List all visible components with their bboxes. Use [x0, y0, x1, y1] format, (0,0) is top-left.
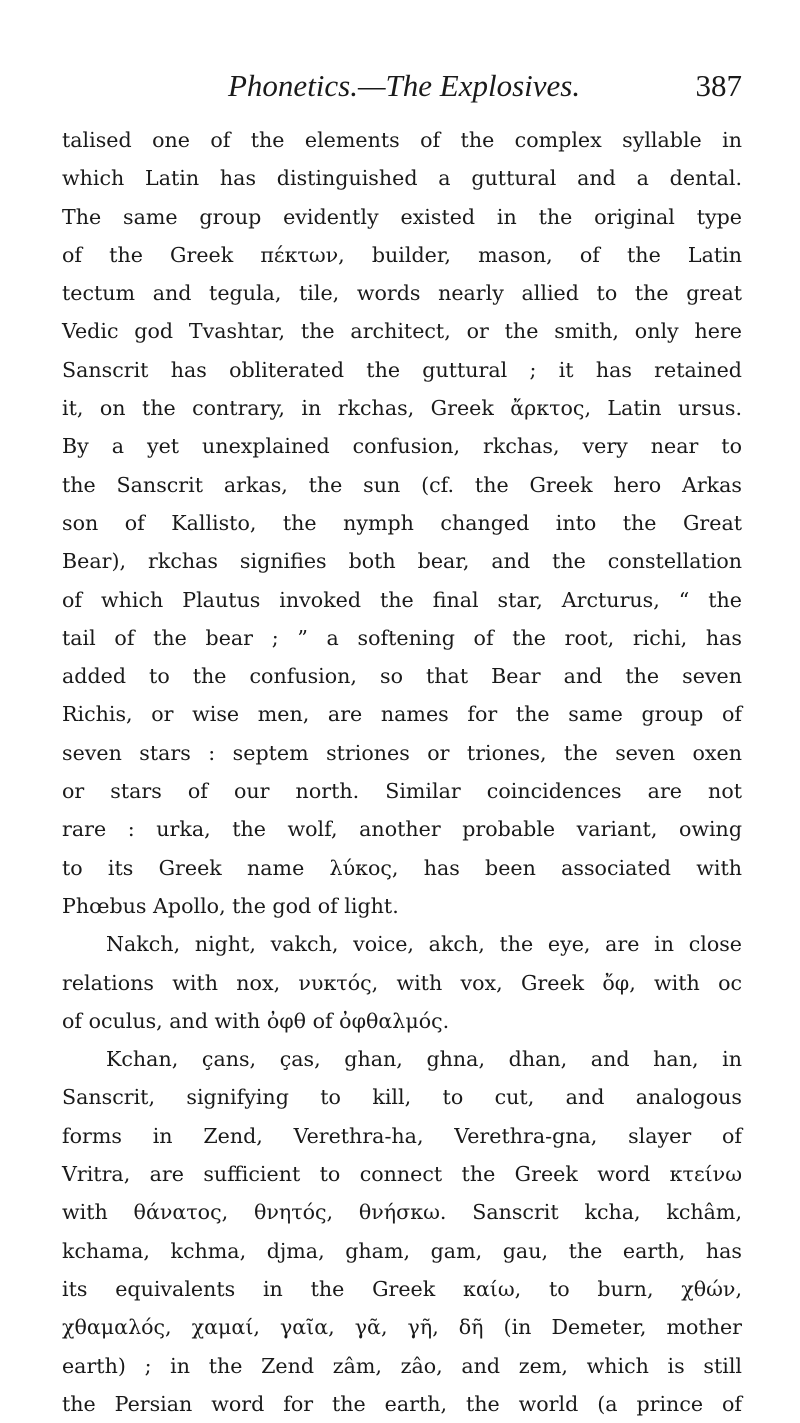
text-line: Richis, or wise men, are names for the same group of [62, 702, 742, 727]
body-text [62, 121, 742, 1423]
text-line: son of Kallisto, the nymph changed into the Great [62, 510, 742, 535]
text-line: Sanscrit, signifying to kill, to cut, and analogous [62, 1085, 742, 1110]
text-line: the Sanscrit arkas, the sun (cf. the Greek hero Arkas [62, 472, 742, 497]
text-line: Vedic god Tvashtar, the architect, or the smith, only here [62, 319, 742, 344]
text-line: or stars of our north. Similar coincidences are not [62, 779, 742, 804]
running-title: Phonetics.—The Explosives. [228, 68, 581, 103]
text-line: seven stars : septem striones or triones, the seven oxen [62, 740, 742, 765]
text-line: Bear), rkchas signifies both bear, and the constellation [62, 549, 742, 574]
text-line: Kchan, çans, ças, ghan, ghna, dhan, and han, in [106, 1047, 742, 1072]
text-line: Nakch, night, vakch, voice, akch, the eye, are in close [106, 932, 742, 957]
text-line: forms in Zend, Verethra-ha, Verethra-gna, slayer of [62, 1123, 742, 1148]
text-line: tectum and tegula, tile, words nearly allied to the great [62, 281, 742, 306]
text-line: earth) ; in the Zend zâm, zâo, and zem, which is still [62, 1353, 742, 1378]
text-line: it, on the contrary, in rkchas, Greek ἄρκτος, Latin ursus. [62, 396, 742, 421]
text-line: with θάνατος, θνητός, θνήσκω. Sanscrit kcha, kchâm, [62, 1200, 742, 1225]
page-number: 387 [695, 68, 742, 103]
text-line: of which Plautus invoked the final star, Arcturus, “ the [62, 587, 742, 612]
text-line: tail of the bear ; ” a softening of the root, richi, has [62, 625, 742, 650]
text-line: kchama, kchma, djma, gham, gam, gau, the earth, has [62, 1238, 742, 1263]
text-line: added to the confusion, so that Bear and the seven [62, 664, 742, 689]
text-line: of the Greek πέκτων, builder, mason, of the Latin [62, 242, 742, 267]
text-line: Sanscrit has obliterated the guttural ; it has retained [62, 357, 742, 382]
text-line: to its Greek name λύκος, has been associated with [62, 855, 742, 880]
text-line: Phœbus Apollo, the god of light. [62, 893, 399, 918]
text-line: The same group evidently existed in the original type [62, 204, 742, 229]
text-line: rare : urka, the wolf, another probable variant, owing [62, 817, 742, 842]
text-line: χθαμαλός, χαμαί, γαῖα, γᾶ, γῆ, δῆ (in Demeter, mother [62, 1315, 742, 1340]
text-line: the Persian word for the earth, the world (a prince of [62, 1391, 742, 1416]
text-line: talised one of the elements of the complex syllable in [62, 128, 742, 152]
text-line: relations with nox, νυκτός, with vox, Greek ὄφ, with oc [62, 970, 742, 995]
text-line: its equivalents in the Greek καίω, to burn, χθών, [62, 1276, 742, 1301]
text-line: of oculus, and with ὀφθ of ὀφθαλμός. [62, 1008, 450, 1033]
text-line: which Latin has distinguished a guttural and a dental. [62, 166, 742, 191]
text-line: By a yet unexplained confusion, rkchas, very near to [62, 434, 742, 459]
running-header [228, 60, 742, 110]
text-line: Vritra, are sufficient to connect the Greek word κτείνω [62, 1162, 742, 1187]
